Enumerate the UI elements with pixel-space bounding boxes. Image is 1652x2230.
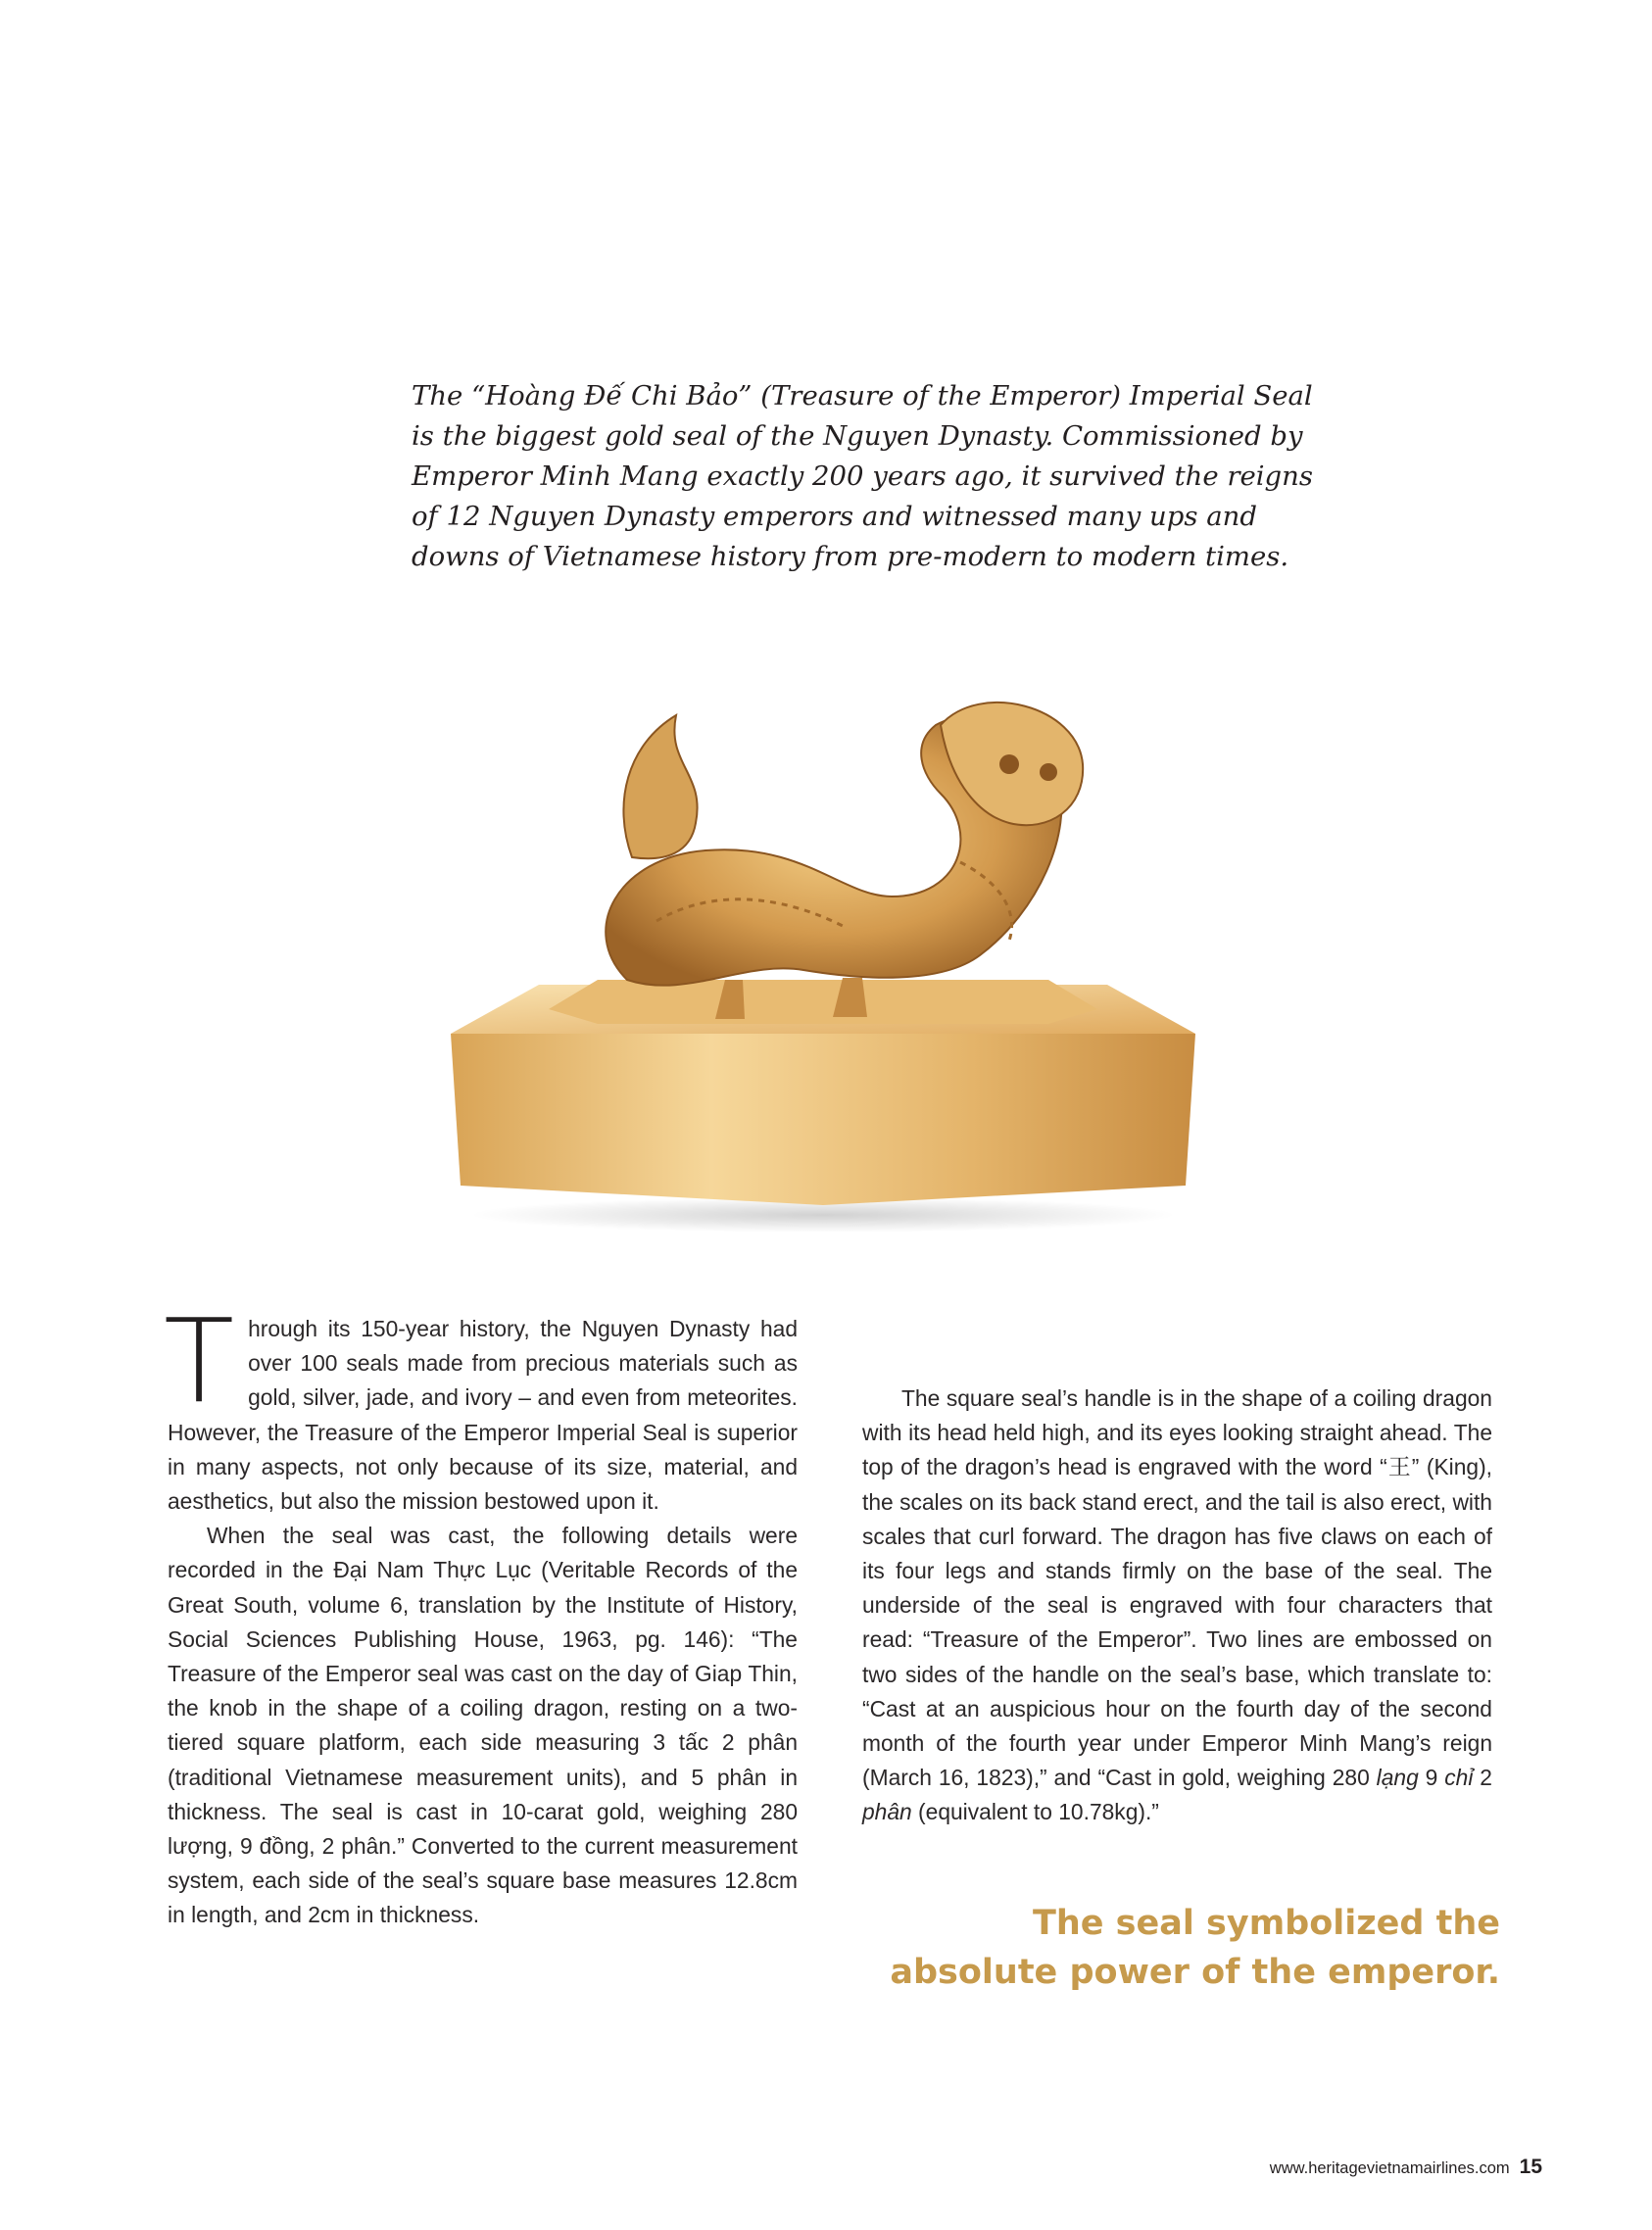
paragraph-text: 2 (1473, 1765, 1492, 1791)
intro-line: The “Hoàng Đế Chi Bảo” (Treasure of the Emperor) Imperial Seal (412, 380, 1313, 412)
pull-quote-line: absolute power of the emperor. (890, 1953, 1500, 1992)
pull-quote-line: The seal symbolized the (1032, 1904, 1500, 1943)
intro-line: of 12 Nguyen Dynasty emperors and witnessed many ups and (412, 501, 1257, 532)
gold-seal-photo (431, 686, 1215, 1235)
intro-caption (412, 376, 1313, 577)
unit-term: chỉ (1444, 1765, 1474, 1791)
intro-line: Emperor Minh Mang exactly 200 years ago, it survived the reigns (412, 461, 1313, 492)
pull-quote (814, 1899, 1500, 1997)
page-footer (1270, 2156, 1542, 2179)
article-right-column (862, 1382, 1492, 1830)
drop-cap: T (164, 1293, 235, 1429)
intro-line: downs of Vietnamese history from pre-modern to modern times. (412, 541, 1289, 572)
unit-term: phân (862, 1799, 912, 1825)
paragraph-text: (equivalent to 10.78kg).” (911, 1799, 1159, 1825)
paragraph-text: The square seal’s handle is in the shape of a coiling dragon with its head held high, and its eyes looking straight ahead. The top of the dragon’s head is engraved with the word “王” (King), the scales on its back stand erect, and the tail is also erect, with scales that curl forward. The dragon has five claws on each of its four legs and stands firmly on the base of the seal. The underside of the seal is engraved with four characters that read: “Treasure of the Emperor”. Two lines are embossed on two sides of the handle on the seal’s base, which translate to: “Cast at an auspicious hour on the fourth day of the second month of the fourth year under Emperor Minh Mang’s reign (March 16, 1823),” and “Cast in gold, weighing 280 (862, 1385, 1492, 1791)
article-paragraph (862, 1382, 1492, 1830)
intro-line: is the biggest gold seal of the Nguyen Dynasty. Commissioned by (412, 420, 1303, 452)
page-number: 15 (1519, 2156, 1542, 2178)
paragraph-text: hrough its 150-year history, the Nguyen Dynasty had over 100 seals made from precious materials such as gold, silver, jade, and ivory – and even from meteorites. However, the Treasure of the Emperor Imperial Seal is superior in many aspects, not only because of its size, material, and aesthetics, but also the mission bestowed upon it. (168, 1316, 798, 1515)
article-paragraph (164, 1293, 798, 1519)
unit-term: lạng (1376, 1765, 1419, 1791)
article-paragraph: When the seal was cast, the following details were recorded in the Đại Nam Thực Lục (Veritable Records of the Great South, volume 6, translation by the Institute of History, Social Sciences Publishing House, 1963, pg. 146): “The Treasure of the Emperor seal was cast on the day of Giap Thin, the knob in the shape of a coiling dragon, resting on a two-tiered square platform, each side measuring 3 tấc 2 phân (traditional Vietnamese measurement units), and 5 phân in thickness. The seal is cast in 10-carat gold, weighing 280 lượng, 9 đồng, 2 phân.” Converted to the current measurement system, each side of the seal’s square base measures 12.8cm in length, and 2cm in thickness. (168, 1523, 798, 1928)
footer-url[interactable]: www.heritagevietnamairlines.com (1269, 2159, 1510, 2177)
paragraph-text: 9 (1418, 1765, 1445, 1791)
article-left-column (164, 1293, 798, 1933)
